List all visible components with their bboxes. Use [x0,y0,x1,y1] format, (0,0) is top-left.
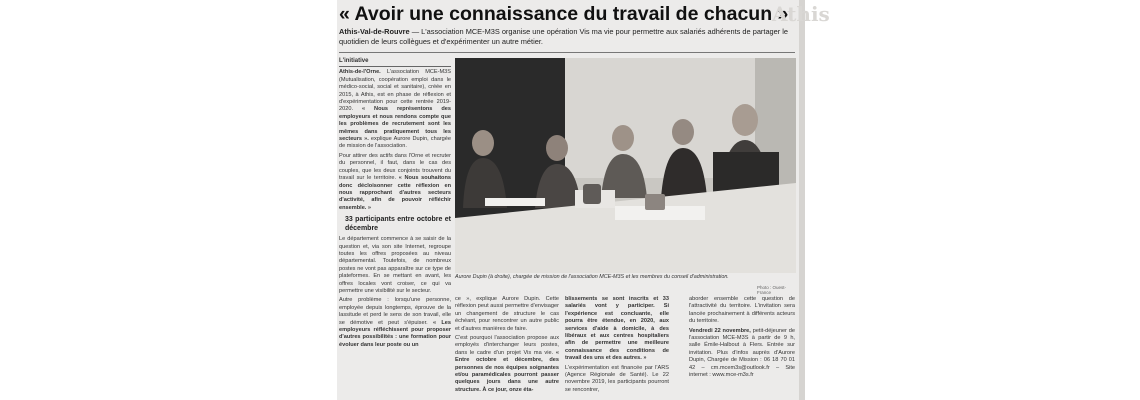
paragraph-place: Athis-de-l'Orne. [339,69,381,76]
agenda-text: petit-déjeuner de l'association MCE-M3S à partir de 9 h, salle Émile-Halbout à Flers. Entrée sur invitation. Plus d'infos auprès d'Aurore Dupin, Chargée de Mission : 06 18 70 01 42 – cm.mcem3s@outlook.fr – Site internet : www.mce-m3s.fr [689,327,795,379]
article-photo [455,58,796,273]
paragraph-text: Autre problème : lorsqu'une personne, employée depuis longtemps, éprouve de la lassitude et perd le sens de son travail, elle se démotive et peut s'épuiser. [339,297,451,326]
paragraph [455,335,559,394]
photo-credit: Photo : Ouest-France [757,285,787,295]
agenda-date: Vendredi 22 novembre, [689,327,751,334]
deck-location: Athis-Val-de-Rouvre [339,27,410,36]
kicker: L'initiative [339,58,451,67]
ghost-text: Athis [772,2,830,26]
page-edge [799,0,805,400]
paragraph: blissements se sont inscrits et 33 salariés vont y participer. Si l'expérience est concluante, elle pourra être étendue, en 2020, aux services d'aide à domicile, à des libéraux et aux centres hospitaliers afin de permettre une meilleure connaissance des conditions de travail des uns et des autres. » [565,296,669,362]
column-3 [565,296,669,396]
photo-caption: Aurore Dupin (à droite), chargée de mission de l'association MCE-M3S et les membres du conseil d'administration. [455,274,729,280]
agenda-item [689,328,795,380]
paragraph-3: Le département commence à se saisir de la question et, via son site Internet, regroupe toutes les offres proposées au niveau départemental. Toutefois, de nombreux postes ne vont pas apparaître sur ce type de plateformes. En se mettant en avant, les offres locales vont croiser, ce qui va permettre une visibilité sur le secteur. [339,236,451,294]
paragraph: aborder ensemble cette question de l'attractivité du territoire. L'invitation sera lancée prochainement à différents acteurs du territoire. [689,296,795,325]
paragraph-1 [339,69,451,150]
article-headline: « Avoir une connaissance du travail de chacun » [339,3,789,25]
left-column [339,58,451,351]
header-rule [339,52,795,53]
paragraph: L'expérimentation est financée par l'ARS (Agence Régionale de Santé). Le 22 novembre 2019, les participants pourront se rencontrer, [565,364,669,393]
column-4 [689,296,795,381]
intertitle: 33 participants entre octobre et décembre [345,216,451,232]
newspaper-clipping [337,0,799,400]
article-deck [339,27,791,46]
column-2 [455,296,559,396]
paragraph-quote: « Nous souhaitons donc décloisonner cette réflexion en nous rapprochant d'autres secteurs d'activité, afin de pouvoir réfléchir ensemble. » [339,175,451,211]
deck-text: L'association MCE-M3S organise une opération Vis ma vie pour permettre aux salariés adhérents de partager le quotidien de leurs collègues et d'expérimenter un autre métier. [339,27,789,46]
paragraph-quote: « Les employeurs réfléchissent pour proposer d'autres possibilités : une formation pour évoluer dans leur poste ou un [339,319,451,348]
paragraph-4 [339,297,451,349]
paragraph-quote: « Entre octobre et décembre, des personnes de nos équipes soignantes et/ou paramédicales pourront passer quelques jours dans une autre structure. À ce jour, onze éta- [455,349,559,393]
paragraph-text: Pour attirer des actifs dans l'Orne et recruter du personnel, il faut, dans le cas des couples, que les deux conjoints trouvent du travail sur le territoire. [339,152,451,182]
paragraph: ce », explique Aurore Dupin. Cette réflexion peut aussi permettre d'envisager un changement de structure le cas échéant, pour rencontrer un autre public et d'autres manières de faire. [455,296,559,332]
paragraph-text: L'association MCE-M3S (Mutualisation, coopération emploi dans le médico-social, social et sanitaire), créée en 2015, à Athis, est en phase de réflexion et d'expérimentation pour cette rentrée 2019-2020. [339,69,451,113]
paragraph-quote: « Nous représentons des employeurs et nous rendons compte que les problèmes de recrutement sont les mêmes dans pratiquement tous les secteurs ». [339,106,451,143]
deck-dash: — [409,27,422,36]
paragraph-2 [339,153,451,212]
paragraph-text: explique Aurore Dupin, chargée de mission de l'association. [339,136,452,150]
group-photo-image [455,58,796,273]
paragraph-text: C'est pourquoi l'association propose aux employés d'interchanger leurs postes, dans le cadre d'un projet Vis ma vie. [455,335,559,356]
